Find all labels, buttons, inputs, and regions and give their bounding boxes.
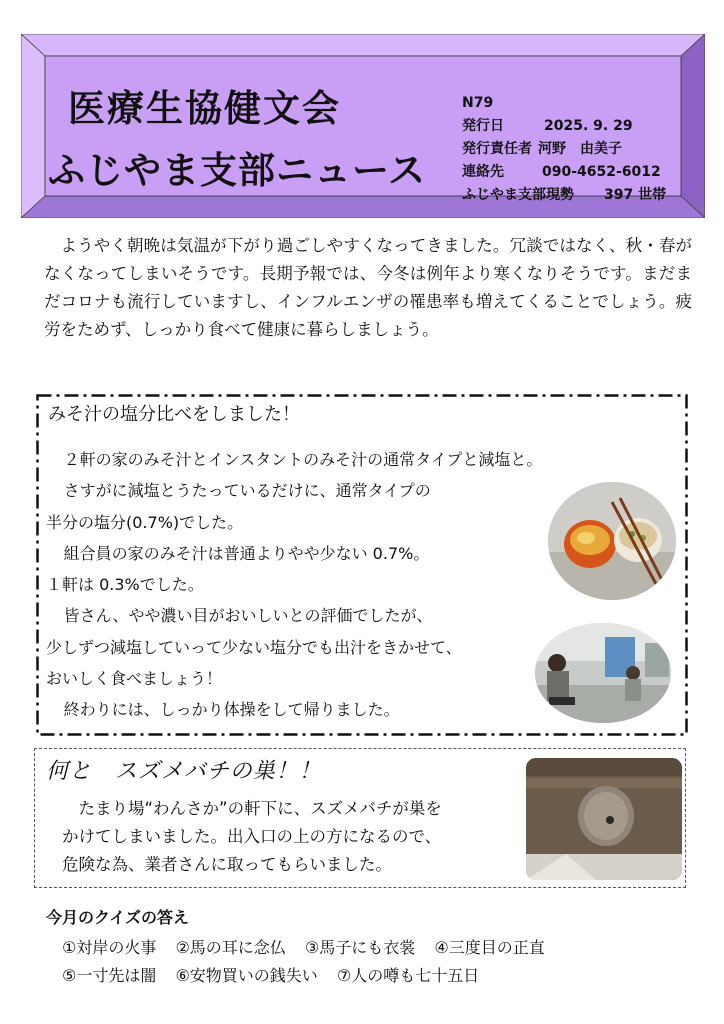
miso-line: 皆さん、やや濃い目がおいしいとの評価でしたが、 <box>63 606 433 626</box>
quiz-row <box>62 962 559 990</box>
hornet-line: 危険な為、業者さんに取ってもらいました。 <box>62 855 392 874</box>
intro-paragraph <box>44 232 692 344</box>
quiz-answer: ⑦人の噂も七十五日 <box>336 966 480 985</box>
miso-line: １軒は 0.3%でした。 <box>46 575 204 595</box>
hornet-line: たまり場“わんさか”の軒下に、スズメバチが巣を <box>78 799 442 818</box>
hornet-section-body <box>62 795 442 879</box>
miso-line: 少しずつ減塩していって少ない塩分でも出汁をきかせて、 <box>46 637 462 657</box>
issue-number-row <box>462 92 666 115</box>
date-value: 2025. 9. 29 <box>544 118 633 134</box>
miso-line: おいしく食べましょう！ <box>46 669 223 689</box>
miso-line: 半分の塩分(0.7%)でした。 <box>46 512 244 532</box>
hornet-section-title: 何と スズメバチの巣！！ <box>46 759 322 784</box>
quiz-answer: ②馬の耳に念仏 <box>175 938 286 957</box>
responsible-row <box>462 138 666 161</box>
contact-label: 連絡先 <box>462 164 504 180</box>
newsletter-title: 医療生協健文会 <box>68 87 341 130</box>
hornet-nest-photo <box>526 758 682 880</box>
quiz-answers <box>62 934 559 990</box>
miso-line: 終わりには、しっかり体操をして帰りました。 <box>63 700 400 720</box>
miso-section-title: みそ汁の塩分比べをしました！ <box>48 404 300 425</box>
hornet-line: かけてしまいました。出入口の上の方になるので、 <box>62 827 442 846</box>
responsible-label: 発行責任者 <box>462 141 532 157</box>
miso-line: 組合員の家のみそ汁は普通よりやや少ない 0.7%。 <box>63 543 430 563</box>
exercise-room-photo <box>535 623 671 723</box>
contact-value: 090-4652-6012 <box>542 164 661 180</box>
members-value: 397 世帯 <box>604 187 667 203</box>
contact-row <box>462 161 666 184</box>
miso-line: さすがに減塩とうたっているだけに、通常タイプの <box>63 481 431 501</box>
intro-text: ようやく朝晩は気温が下がり過ごしやすくなってきました。冗談ではなく、秋・春がなくなってしまいそうです。長期予報では、今冬は例年より寒くなりそうです。まだまだコロナも流行していますし、インフルエンザの罹患率も増えてくることでしょう。疲労をためず、しっかり食べて健康に暮らしましょう。 <box>44 236 692 339</box>
quiz-answer: ④三度目の正直 <box>434 938 545 957</box>
issue-info <box>462 92 666 207</box>
quiz-row <box>62 934 559 962</box>
date-row <box>462 115 666 138</box>
quiz-answer: ⑤一寸先は闇 <box>62 966 157 985</box>
quiz-answer: ①対岸の火事 <box>62 938 157 957</box>
members-row <box>462 184 666 207</box>
quiz-answer: ③馬子にも衣裳 <box>304 938 416 957</box>
issue-number: N79 <box>462 95 494 111</box>
members-label: ふじやま支部現勢 <box>462 187 574 203</box>
newsletter-subtitle: ふじやま支部ニュース <box>48 149 427 192</box>
date-label: 発行日 <box>462 118 504 134</box>
responsible-value: 河野 由美子 <box>538 141 622 157</box>
miso-line: ２軒の家のみそ汁とインスタントのみそ汁の通常タイプと減塩と。 <box>63 450 543 469</box>
miso-bowls-photo <box>548 482 676 600</box>
quiz-title: 今月のクイズの答え <box>46 908 190 927</box>
quiz-answer: ⑥安物買いの銭失い <box>175 966 318 985</box>
